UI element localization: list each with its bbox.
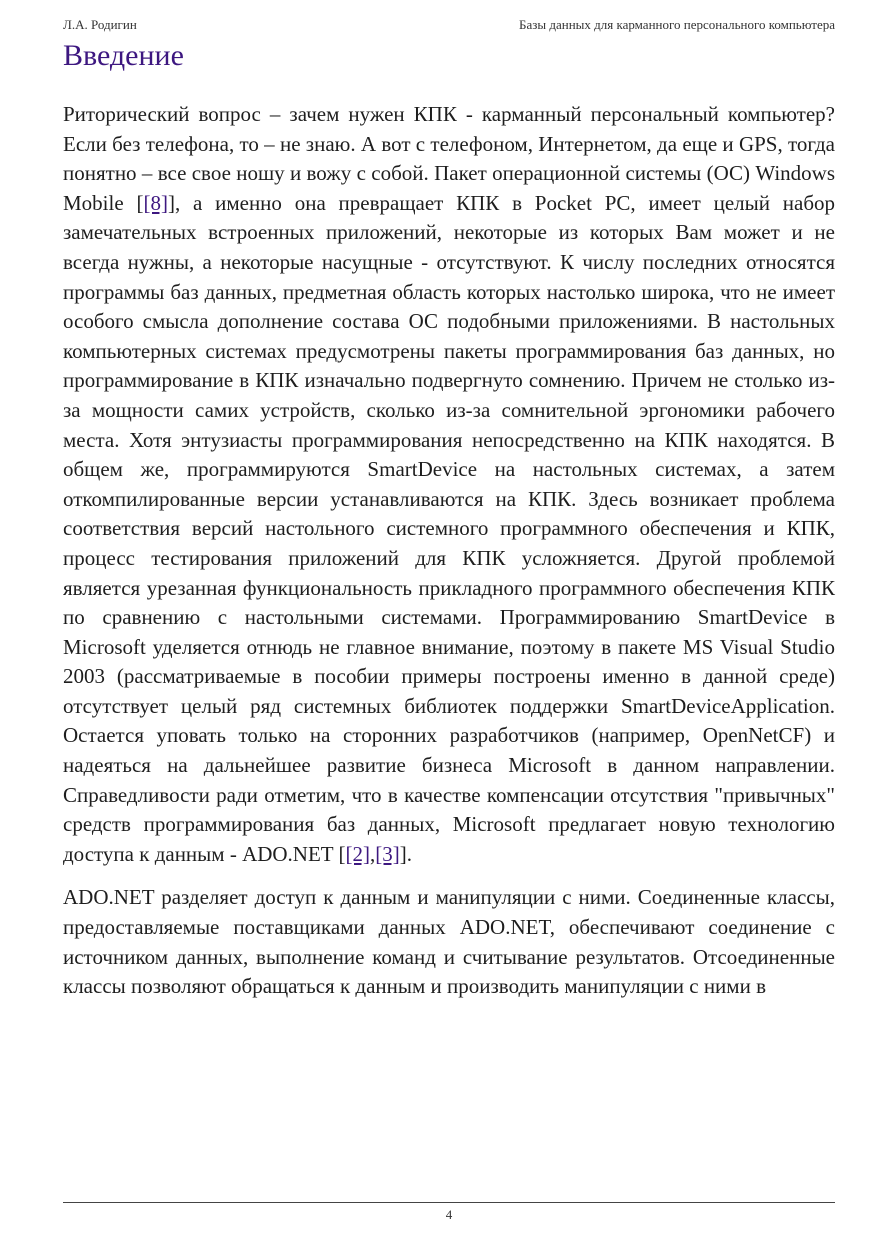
- paragraph-adonet: ADO.NET разделяет доступ к данным и манипуляции с ними. Соединенные классы, предоставляемые поставщиками данных ADO.NET, обеспечивают соединение с источником данных, выполнение команд и считывание результатов. Отсоединенные классы позволяют обращаться к данным и производить манипуляции с ними в: [63, 885, 835, 999]
- reference-link-8[interactable]: [8]: [143, 190, 168, 215]
- reference-link-2[interactable]: [2]: [345, 841, 370, 866]
- paragraph-intro-part2: ], а именно она превращает КПК в Pocket PC, имеет целый набор замечательных встроенных приложений, некоторые из которых Вам может и не всегда нужны, а некоторые насущные - отсутствуют. К числу последних относятся программы баз данных, предметная область которых настолько широка, что не имеет особого смысла дополнение состава ОС подобными приложениями. В настольных компьютерных системах предусмотрены пакеты программирования баз данных, но программирование в КПК изначально подвергнуто сомнению. Причем не столько из-за мощности самих устройств, сколько из-за сомнительной эргономики рабочего места. Хотя энтузиасты программирования непосредственно на КПК находятся. В общем же, программируются SmartDevice на настольных системах, а затем откомпилированные версии устанавливаются на КПК. Здесь возникает проблема соответствия версий настольного системного программного обеспечения и КПК, процесс тестирования приложений для КПК усложняется. Другой проблемой является урезанная функциональность прикладного программного обеспечения КПК по сравнению с настольными системами. Программированию SmartDevice в Microsoft уделяется отнюдь не главное внимание, поэтому в пакете MS Visual Studio 2003 (рассматриваемые в пособии примеры построены именно в данной среде) отсутствует целый ряд системных библиотек поддержки SmartDeviceApplication. Остается уповать только на сторонних разработчиков (например, OpenNetCF) и надеяться на дальнейшее развитие бизнеса Microsoft в данном направлении. Справедливости ради отметим, что в качестве компенсации отсутствия "привычных" средств программирования баз данных, Microsoft предлагает новую технологию доступа к данным - ADO.NET [: [63, 190, 835, 866]
- paragraph-intro-part3: ].: [399, 841, 412, 866]
- footer-divider: [63, 1202, 835, 1203]
- body-text: [63, 100, 835, 1016]
- header-document-title: Базы данных для карманного персонального компьютера: [519, 17, 835, 32]
- document-page: [63, 0, 835, 1241]
- paragraph-intro: [63, 100, 835, 869]
- reference-separator: ,: [370, 841, 376, 866]
- header-author: Л.А. Родигин: [63, 17, 137, 32]
- paragraph-intro-part1: Риторический вопрос – зачем нужен КПК - карманный персональный компьютер? Если без телефона, то – не знаю. А вот с телефоном, Интернетом, да еще и GPS, тогда понятно – все свое ношу и вожу с собой. Пакет операционной системы (ОС) Windows Mobile [: [63, 102, 835, 215]
- page-number: 4: [445, 1207, 453, 1222]
- reference-link-3[interactable]: [3]: [375, 841, 400, 866]
- section-heading: Введение: [63, 39, 184, 72]
